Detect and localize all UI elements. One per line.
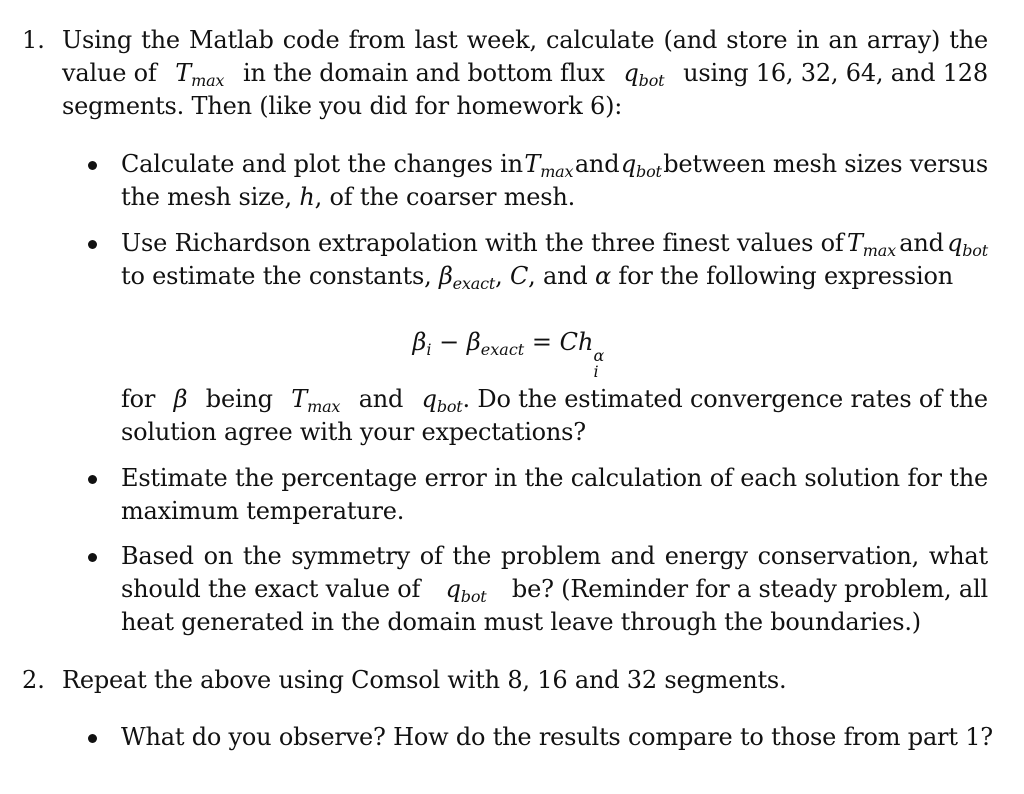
richardson-formula: $\beta_i - \beta_{exact} = Ch$ α i	[412, 328, 605, 381]
q-bot-symbol: $q_{bot}$	[620, 150, 662, 181]
q1-intro-line-2	[62, 57, 988, 89]
q1-intro-line-1: Using the Matlab code from last week, calculate (and store in an array) the	[62, 26, 988, 54]
bullet-text: Calculate and plot the changes in	[121, 150, 523, 178]
bullet-text: and	[574, 150, 620, 178]
beta-symbol: β	[173, 385, 188, 413]
bullet-4-line-3: heat generated in the domain must leave through the boundaries.)	[121, 608, 921, 636]
bullet-2-line-2	[121, 260, 953, 292]
q2-text: Repeat the above using Comsol with 8, 16 and 32 segments.	[62, 666, 787, 694]
q1-text: in the domain and bottom flux	[242, 59, 605, 87]
q2-bullet-1: What do you observe? How do the results compare to those from part 1?	[121, 723, 993, 751]
t-max-symbol: $T_{max}$	[175, 59, 225, 90]
q-bot-symbol: $q_{bot}$	[623, 59, 665, 90]
bullet-text: , of the coarser mesh.	[314, 183, 576, 211]
q-bot-symbol: $q_{bot}$	[947, 229, 988, 260]
bullet-text: and	[358, 385, 404, 413]
bullet-icon	[88, 161, 97, 170]
q-bot-with-text: $q_{bot}$. Do the estimated convergence rates of the	[421, 385, 988, 416]
bullet-2-line-4: solution agree with your expectations?	[121, 418, 586, 446]
bullet-4-line-2	[121, 573, 988, 605]
bullet-text: , and	[528, 262, 588, 290]
bullet-3-line-1: Estimate the percentage error in the calculation of each solution for the	[121, 464, 988, 492]
bullet-text: ,	[495, 262, 503, 290]
bullet-1-line-2	[121, 181, 575, 213]
bullet-text: the mesh size,	[121, 183, 292, 211]
bullet-text: being	[205, 385, 273, 413]
q1-intro-line-3: segments. Then (like you did for homework 6):	[62, 92, 623, 120]
bullet-icon	[88, 553, 97, 562]
bullet-text: between mesh sizes versus	[663, 150, 988, 178]
q1-text: value of	[62, 59, 157, 87]
bullet-text: be? (Reminder for a steady problem, all	[511, 575, 988, 603]
c-symbol: C	[509, 262, 529, 290]
bullet-2-line-3	[121, 383, 988, 415]
bullet-text: to estimate the constants,	[121, 262, 432, 290]
bullet-text: for	[121, 385, 156, 413]
h-symbol: h	[299, 183, 315, 211]
bullet-3-line-2: maximum temperature.	[121, 497, 405, 525]
bullet-icon	[88, 475, 97, 484]
question-1-number: 1.	[22, 26, 45, 54]
beta-exact-symbol: $\beta_{exact}$	[438, 262, 496, 293]
t-max-symbol: $T_{max}$	[846, 229, 896, 260]
bullet-2-line-1	[121, 227, 988, 259]
q1-text: using 16, 32, 64, and 128	[683, 59, 988, 87]
t-max-symbol: $T_{max}$	[291, 385, 341, 416]
bullet-text: should the exact value of	[121, 575, 421, 603]
bullet-icon	[88, 734, 97, 743]
t-max-symbol: $T_{max}$	[524, 150, 574, 181]
q-bot-symbol: $q_{bot}$	[445, 575, 487, 606]
bullet-text: and	[899, 229, 944, 257]
bullet-4-line-1: Based on the symmetry of the problem and energy conservation, what	[121, 542, 988, 570]
bullet-1-line-1	[121, 148, 988, 180]
question-2-number: 2.	[22, 666, 45, 694]
bullet-text: for the following expression	[618, 262, 953, 290]
alpha-symbol: α	[594, 262, 611, 290]
bullet-icon	[88, 240, 97, 249]
bullet-text: Use Richardson extrapolation with the three finest values of	[121, 229, 844, 257]
